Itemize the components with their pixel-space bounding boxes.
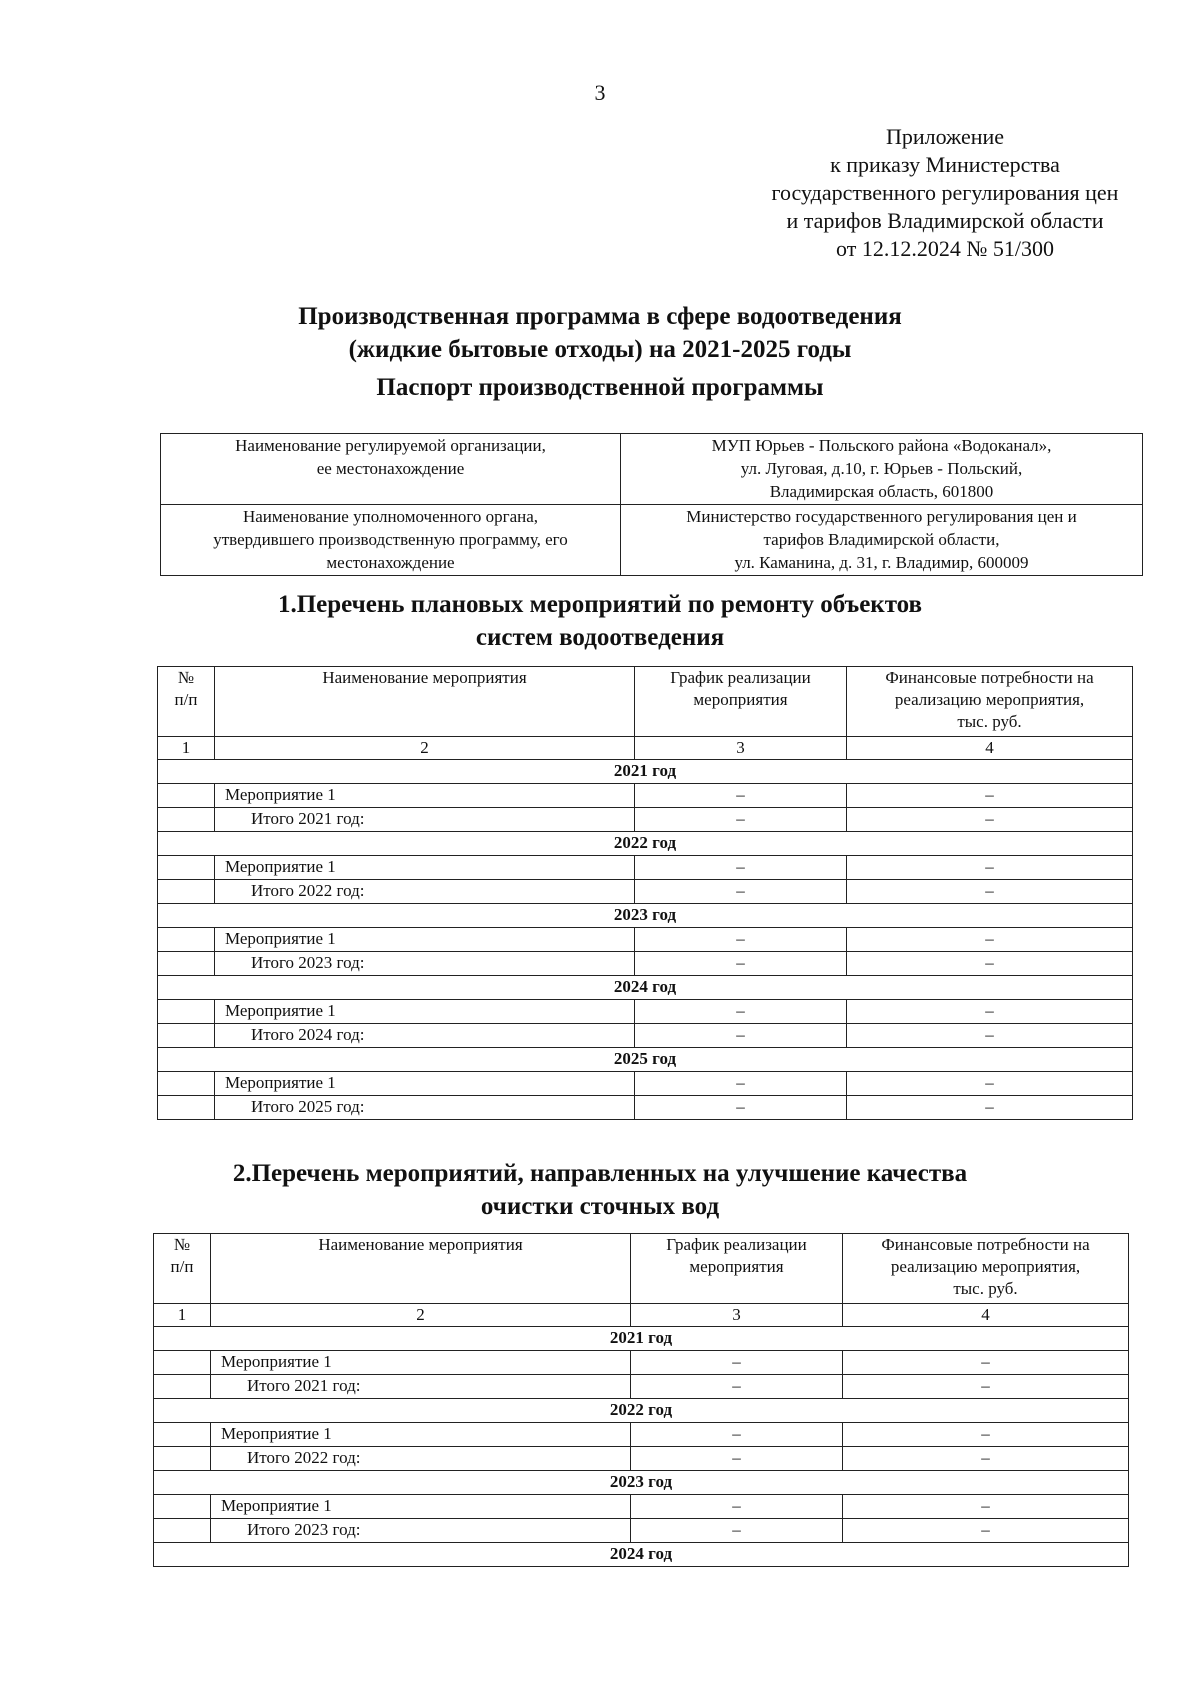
event-name-cell: Мероприятие 1 [215,1000,635,1024]
schedule-cell: – [631,1519,843,1543]
section2-title-line: 2.Перечень мероприятий, направленных на улучшение качества [232,1160,968,1187]
finance-cell: – [847,952,1133,976]
table-header-row [154,1234,1129,1304]
header-number-cell [158,667,215,737]
finance-cell: – [847,1072,1133,1096]
header-schedule-cell [635,667,847,737]
row-number-cell [158,928,215,952]
finance-cell: – [843,1447,1129,1471]
row-number-cell [158,880,215,904]
event-name-cell: Мероприятие 1 [215,1072,635,1096]
header-name-cell: Наименование мероприятия [215,667,635,737]
section2-title [0,1157,1200,1223]
year-cell: 2025 год [158,1048,1133,1072]
passport-label-line: Наименование уполномоченного органа, [242,507,539,526]
schedule-cell: – [635,1024,847,1048]
header-text: мероприятия [693,690,788,709]
header-finance-cell [847,667,1133,737]
row-number-cell [158,856,215,880]
passport-value-line: ул. Луговая, д.10, г. Юрьев - Польский, [740,459,1023,478]
schedule-cell: – [635,1096,847,1120]
column-number: 1 [158,737,215,760]
finance-cell: – [843,1519,1129,1543]
row-number-cell [158,1000,215,1024]
passport-value-cell [621,505,1143,576]
year-row [158,760,1133,784]
passport-value-line: ул. Каманина, д. 31, г. Владимир, 600009 [734,553,1029,572]
year-cell: 2023 год [158,904,1133,928]
year-cell: 2024 год [154,1543,1129,1567]
event-name-cell: Мероприятие 1 [215,784,635,808]
section1-title-line: 1.Перечень плановых мероприятий по ремонту объектов [277,591,923,618]
total-name-cell: Итого 2021 год: [211,1375,631,1399]
row-number-cell [154,1519,211,1543]
header-text: График реализации [670,668,811,687]
schedule-cell: – [631,1495,843,1519]
passport-label-line: ее местонахождение [316,459,465,478]
table-row [158,880,1133,904]
table-row [158,1024,1133,1048]
table-row [154,1447,1129,1471]
finance-cell: – [847,784,1133,808]
header-finance-cell [843,1234,1129,1304]
schedule-cell: – [635,952,847,976]
finance-cell: – [847,1024,1133,1048]
finance-cell: – [847,808,1133,832]
total-name-cell: Итого 2022 год: [211,1447,631,1471]
year-row [158,1048,1133,1072]
document-title [0,300,1200,366]
schedule-cell: – [635,928,847,952]
finance-cell: – [847,1000,1133,1024]
passport-label-cell [161,505,621,576]
section1-title-line: систем водоотведения [475,624,725,651]
page-number: 3 [594,80,606,105]
schedule-cell: – [635,880,847,904]
event-name-cell: Мероприятие 1 [211,1423,631,1447]
header-text: Финансовые потребности на [885,668,1094,687]
year-cell: 2022 год [154,1399,1129,1423]
row-number-cell [158,1096,215,1120]
column-number-row [154,1304,1129,1327]
year-cell: 2022 год [158,832,1133,856]
appendix-line: Приложение [885,124,1005,149]
total-name-cell: Итого 2024 год: [215,1024,635,1048]
year-row [154,1399,1129,1423]
row-number-cell [154,1351,211,1375]
passport-value-cell [621,434,1143,505]
header-number-cell [154,1234,211,1304]
table-row [158,1096,1133,1120]
year-cell: 2021 год [154,1327,1129,1351]
schedule-cell: – [635,784,847,808]
row-number-cell [158,784,215,808]
table-row [154,1351,1129,1375]
passport-label-line: утвердившего производственную программу, его [213,530,568,549]
appendix-line: и тарифов Владимирской области [786,208,1104,233]
appendix-line: государственного регулирования цен [771,180,1119,205]
row-number-cell [154,1447,211,1471]
passport-label-line: Наименование регулируемой организации, [235,436,546,455]
schedule-cell: – [631,1423,843,1447]
total-name-cell: Итого 2025 год: [215,1096,635,1120]
header-schedule-cell [631,1234,843,1304]
appendix-block [720,123,1170,263]
year-cell: 2021 год [158,760,1133,784]
header-text: мероприятия [689,1257,784,1276]
header-text: № [177,668,195,687]
row-number-cell [154,1495,211,1519]
table-row [158,1000,1133,1024]
header-text: реализацию мероприятия, [890,1257,1081,1276]
header-text: п/п [170,1257,194,1276]
passport-value-line: МУП Юрьев - Польского района «Водоканал», [711,436,1052,455]
row-number-cell [154,1375,211,1399]
year-row [154,1543,1129,1567]
passport-value-line: Министерство государственного регулирования цен и [686,507,1077,526]
column-number: 2 [211,1304,631,1327]
total-name-cell: Итого 2023 год: [215,952,635,976]
header-name-cell: Наименование мероприятия [211,1234,631,1304]
row-number-cell [158,808,215,832]
schedule-cell: – [631,1375,843,1399]
finance-cell: – [847,856,1133,880]
header-text: тыс. руб. [957,712,1022,731]
event-name-cell: Мероприятие 1 [215,928,635,952]
column-number: 1 [154,1304,211,1327]
passport-row [161,505,1143,576]
header-text: № [173,1235,191,1254]
column-number: 4 [843,1304,1129,1327]
year-cell: 2023 год [154,1471,1129,1495]
table-row [158,1072,1133,1096]
table-row [154,1495,1129,1519]
passport-value-line: тарифов Владимирской области, [763,530,1000,549]
year-row [158,976,1133,1000]
passport-label-line: местонахождение [326,553,455,572]
year-cell: 2024 год [158,976,1133,1000]
total-name-cell: Итого 2021 год: [215,808,635,832]
column-number: 3 [631,1304,843,1327]
table-row [158,784,1133,808]
column-number: 4 [847,737,1133,760]
table-row [158,928,1133,952]
finance-cell: – [843,1351,1129,1375]
section2-title-line: очистки сточных вод [480,1193,720,1220]
finance-cell: – [847,1096,1133,1120]
document-title-line: Производственная программа в сфере водоотведения [298,303,902,330]
table-row [158,808,1133,832]
year-row [154,1327,1129,1351]
table-row [158,856,1133,880]
finance-cell: – [843,1423,1129,1447]
passport-row [161,434,1143,505]
event-name-cell: Мероприятие 1 [211,1495,631,1519]
header-text: п/п [174,690,198,709]
schedule-cell: – [635,1000,847,1024]
event-name-cell: Мероприятие 1 [215,856,635,880]
finance-cell: – [843,1495,1129,1519]
finance-cell: – [847,928,1133,952]
row-number-cell [154,1423,211,1447]
column-number: 2 [215,737,635,760]
year-row [154,1471,1129,1495]
finance-cell: – [847,880,1133,904]
schedule-cell: – [631,1351,843,1375]
column-number: 3 [635,737,847,760]
repair-measures-table [157,666,1133,1120]
event-name-cell: Мероприятие 1 [211,1351,631,1375]
schedule-cell: – [635,856,847,880]
header-text: реализацию мероприятия, [894,690,1085,709]
table-row [154,1519,1129,1543]
column-number-row [158,737,1133,760]
document-title-line: (жидкие бытовые отходы) на 2021-2025 годы [348,336,852,363]
passport-table [160,433,1143,576]
table-row [154,1375,1129,1399]
finance-cell: – [843,1375,1129,1399]
schedule-cell: – [635,808,847,832]
row-number-cell [158,1024,215,1048]
appendix-line: к приказу Министерства [830,152,1060,177]
schedule-cell: – [635,1072,847,1096]
wastewater-quality-table [153,1233,1129,1567]
header-text: тыс. руб. [953,1279,1018,1298]
total-name-cell: Итого 2023 год: [211,1519,631,1543]
appendix-line: от 12.12.2024 № 51/300 [836,236,1054,261]
year-row [158,832,1133,856]
row-number-cell [158,952,215,976]
section1-title [0,588,1200,654]
year-row [158,904,1133,928]
table-header-row [158,667,1133,737]
header-text: График реализации [666,1235,807,1254]
schedule-cell: – [631,1447,843,1471]
table-row [158,952,1133,976]
passport-label-cell [161,434,621,505]
total-name-cell: Итого 2022 год: [215,880,635,904]
passport-value-line: Владимирская область, 601800 [769,482,994,501]
header-text: Финансовые потребности на [881,1235,1090,1254]
passport-title: Паспорт производственной программы [376,374,824,401]
table-row [154,1423,1129,1447]
row-number-cell [158,1072,215,1096]
